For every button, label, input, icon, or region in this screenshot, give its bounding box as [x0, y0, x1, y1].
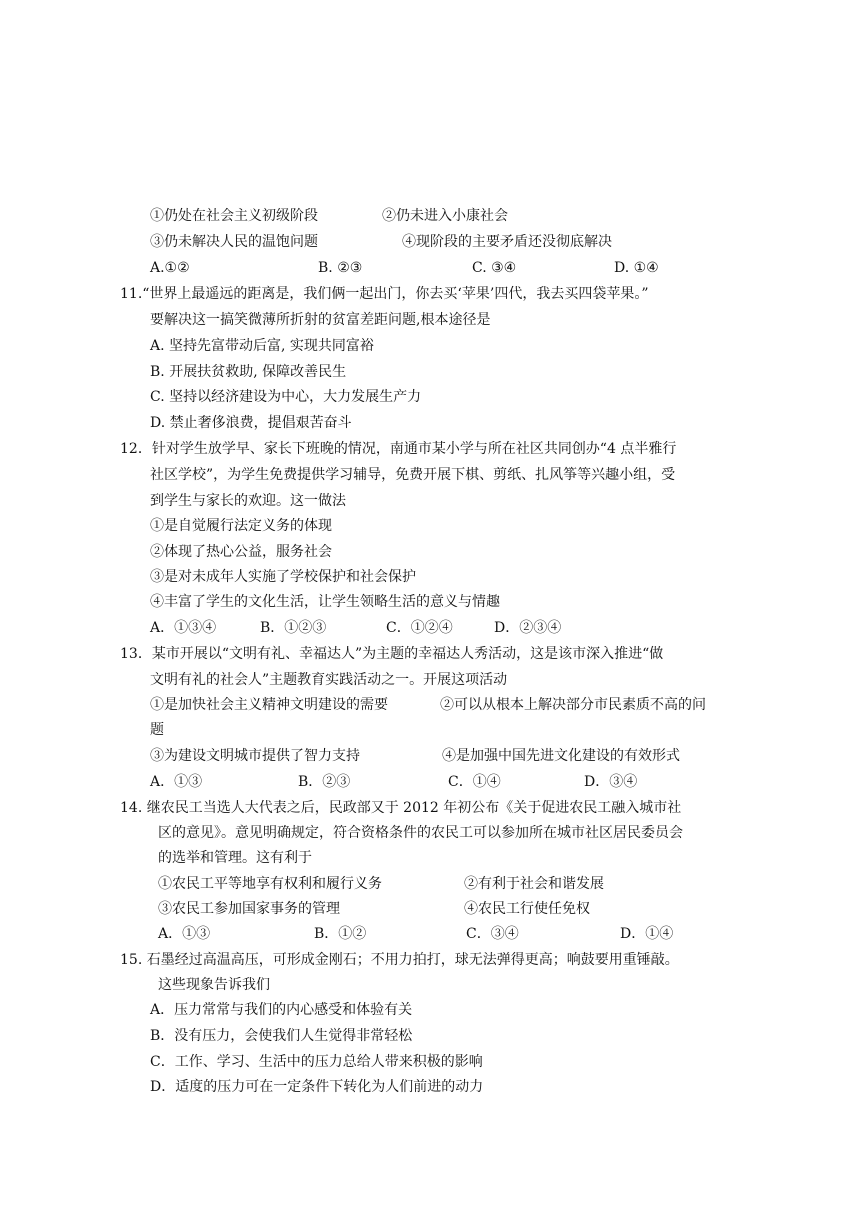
q14-stem-line-1: 14. 继农民工当选人大代表之后，民政部又于 2012 年初公布《关于促进农民工融入城市社 — [120, 800, 682, 816]
q14-option-b: B．①② — [314, 926, 367, 942]
q12-option-a: A．①③④ — [150, 620, 217, 636]
q12-stem-line-1: 12．针对学生放学早、家长下班晚的情况，南通市某小学与所在社区共同创办“4 点半雅行 — [120, 441, 677, 457]
q13-statement-2-wrap: 题 — [150, 722, 164, 738]
q12-statement-4: ④丰富了学生的文化生活，让学生领略生活的意义与情趣 — [150, 594, 500, 610]
q15-option-d: D．适度的压力可在一定条件下转化为人们前进的动力 — [150, 1079, 484, 1095]
q13-option-c: C．①④ — [448, 774, 501, 790]
q14-statement-4: ④农民工行使任免权 — [464, 901, 590, 917]
q13-stem-line-2: 文明有礼的社会人”主题教育实践活动之一。开展这项活动 — [150, 672, 508, 688]
q10-statement-2: ②仍未进入小康社会 — [382, 208, 508, 224]
q12-stem-line-3: 到学生与家长的欢迎。这一做法 — [150, 493, 346, 509]
q13-statement-1: ①是加快社会主义精神文明建设的需要 — [150, 697, 388, 713]
q11-stem-line-2: 要解决这一搞笑微薄所折射的贫富差距问题,根本途径是 — [150, 312, 491, 328]
q12-option-c: C．①②④ — [386, 620, 453, 636]
q15-option-c: C．工作、学习、生活中的压力总给人带来积极的影响 — [150, 1054, 483, 1070]
q10-option-b: B. ②③ — [318, 260, 363, 276]
q11-option-d: D. 禁止奢侈浪费，提倡艰苦奋斗 — [150, 415, 352, 431]
q15-stem-line-2: 这些现象告诉我们 — [158, 977, 270, 993]
q14-statement-2: ②有利于社会和谐发展 — [464, 876, 604, 892]
q13-option-d: D．③④ — [584, 774, 638, 790]
q10-option-a: A.①② — [150, 260, 190, 276]
q10-statement-3: ③仍未解决人民的温饱问题 — [150, 234, 318, 250]
q14-statement-1: ①农民工平等地享有权利和履行义务 — [158, 876, 382, 892]
q15-stem-line-1: 15. 石墨经过高温高压，可形成金刚石；不用力拍打，球无法弹得更高；响鼓要用重锤敲。 — [120, 952, 679, 968]
q12-stem-line-2: 社区学校”，为学生免费提供学习辅导，免费开展下棋、剪纸、扎风筝等兴趣小组，受 — [150, 467, 676, 483]
q12-statement-1: ①是自觉履行法定义务的体现 — [150, 518, 332, 534]
q10-option-c: C. ③④ — [472, 260, 517, 276]
q13-statement-2: ②可以从根本上解决部分市民素质不高的问 — [440, 697, 706, 713]
q15-option-a: A．压力常常与我们的内心感受和体验有关 — [150, 1002, 413, 1018]
q11-option-a: A. 坚持先富带动后富, 实现共同富裕 — [150, 338, 374, 354]
q12-option-b: B．①②③ — [260, 620, 327, 636]
q10-statement-1: ①仍处在社会主义初级阶段 — [150, 208, 318, 224]
q14-statement-3: ③农民工参加国家事务的管理 — [158, 901, 340, 917]
q12-statement-2: ②体现了热心公益，服务社会 — [150, 544, 332, 560]
q10-statement-4: ④现阶段的主要矛盾还没彻底解决 — [402, 234, 612, 250]
q14-stem-line-3: 的选举和管理。这有利于 — [158, 850, 312, 866]
q11-option-b: B. 开展扶贫救助, 保障改善民生 — [150, 364, 347, 380]
q10-option-d: D. ①④ — [614, 260, 659, 276]
q13-option-a: A．①③ — [150, 774, 203, 790]
q12-option-d: D．②③④ — [494, 620, 562, 636]
q12-statement-3: ③是对未成年人实施了学校保护和社会保护 — [150, 569, 416, 585]
q14-option-a: A．①③ — [158, 926, 211, 942]
q15-option-b: B．没有压力，会使我们人生觉得非常轻松 — [150, 1028, 413, 1044]
q13-stem-line-1: 13．某市开展以“文明有礼、幸福达人”为主题的幸福达人秀活动，这是该市深入推进“做 — [120, 646, 664, 662]
q14-option-c: C．③④ — [466, 926, 519, 942]
q14-option-d: D．①④ — [620, 926, 674, 942]
q11-option-c: C. 坚持以经济建设为中心，大力发展生产力 — [150, 389, 422, 405]
q14-stem-line-2: 区的意见》。意见明确规定，符合资格条件的农民工可以参加所在城市社区居民委员会 — [158, 825, 683, 841]
q13-option-b: B．②③ — [298, 774, 351, 790]
q11-stem-line-1: 11.“世界上最遥远的距离是，我们俩一起出门，你去买‘苹果’四代，我去买四袋苹果。” — [120, 286, 649, 302]
q13-statement-4: ④是加强中国先进文化建设的有效形式 — [442, 748, 680, 764]
q13-statement-3: ③为建设文明城市提供了智力支持 — [150, 748, 360, 764]
